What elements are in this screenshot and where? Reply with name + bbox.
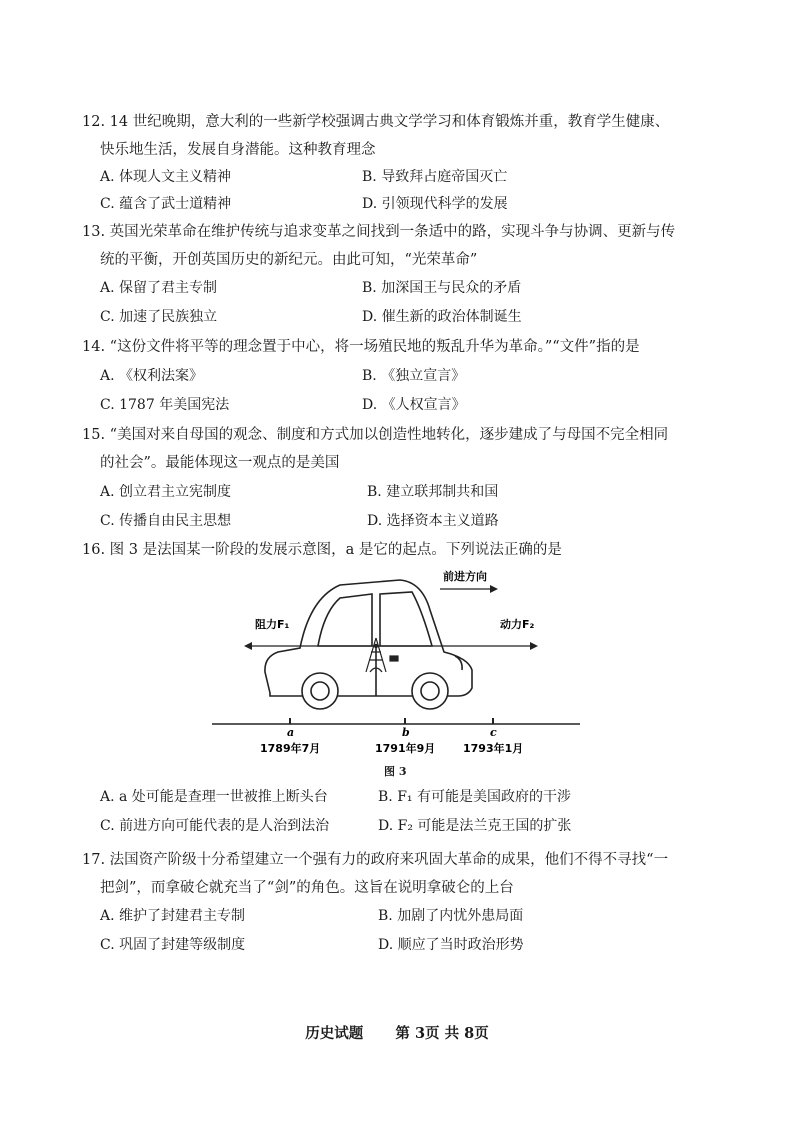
point-c-letter: c bbox=[490, 726, 497, 739]
q15-stem-line2: 的社会”。最能体现这一观点的是美国 bbox=[100, 455, 340, 471]
q13-option-d: D. 催生新的政治体制诞生 bbox=[362, 309, 522, 325]
page-footer bbox=[0, 1022, 794, 1043]
q17-option-a: A. 维护了封建君主专制 bbox=[100, 908, 246, 924]
q12-stem-line2: 快乐地生活，发展自身潜能。这种教育理念 bbox=[100, 142, 376, 158]
q14-option-b: B. 《独立宣言》 bbox=[362, 368, 466, 384]
figure-3-caption: 图 3 bbox=[384, 765, 407, 778]
q12-option-c: C. 蕴含了武士道精神 bbox=[100, 196, 232, 212]
q16-stem-line1: 16. 图 3 是法国某一阶段的发展示意图，a 是它的起点。下列说法正确的是 bbox=[82, 542, 562, 558]
q14-option-a: A. 《权利法案》 bbox=[100, 368, 204, 384]
point-b-date: 1791年9月 bbox=[375, 742, 436, 755]
q15-option-d: D. 选择资本主义道路 bbox=[367, 513, 499, 529]
car-wheel-rear bbox=[412, 673, 448, 709]
q14-option-d: D. 《人权宣言》 bbox=[362, 397, 466, 413]
car-window-front bbox=[318, 594, 372, 646]
point-a-letter: a bbox=[287, 726, 295, 739]
footer-page-number: 第 3页 共 8页 bbox=[395, 1025, 489, 1042]
q15-stem-line1: 15. “美国对来自母国的观念、制度和方式加以创造性地转化，逐步建成了与母国不完全相同 bbox=[82, 427, 669, 443]
car-window-rear bbox=[380, 592, 432, 646]
q12-option-b: B. 导致拜占庭帝国灭亡 bbox=[362, 169, 508, 185]
car bbox=[265, 580, 472, 709]
q16-option-c: C. 前进方向可能代表的是人治到法治 bbox=[100, 818, 330, 834]
q17-stem-line2: 把剑”，而拿破仑就充当了“剑”的角色。这旨在说明拿破仑的上台 bbox=[100, 880, 514, 896]
q14-option-c: C. 1787 年美国宪法 bbox=[100, 397, 230, 413]
q12-option-d: D. 引领现代科学的发展 bbox=[362, 196, 508, 212]
q15-option-b: B. 建立联邦制共和国 bbox=[367, 484, 499, 500]
force-center-dot bbox=[374, 644, 378, 648]
point-b-letter: b bbox=[402, 726, 410, 739]
q13-option-b: B. 加深国王与民众的矛盾 bbox=[362, 280, 522, 296]
q12-option-a: A. 体现人文主义精神 bbox=[100, 169, 232, 185]
footer-subject: 历史试题 bbox=[305, 1025, 364, 1042]
q13-option-c: C. 加速了民族独立 bbox=[100, 309, 218, 325]
eiffel-tower-icon bbox=[366, 638, 398, 672]
car-wheel-front bbox=[302, 673, 338, 709]
q14-stem-line1: 14. “这份文件将平等的理念置于中心，将一场殖民地的叛乱升华为革命。”“文件”指的是 bbox=[82, 339, 640, 355]
q12-stem-line1: 12. 14 世纪晚期，意大利的一些新学校强调古典文学学习和体育锻炼并重，教育学生健康、 bbox=[82, 114, 670, 130]
figure-3-car-diagram bbox=[200, 560, 600, 760]
power-force-label: 动力F₂ bbox=[500, 618, 535, 631]
q17-stem-line1: 17. 法国资产阶级十分希望建立一个强有力的政府来巩固大革命的成果，他们不得不寻找“一 bbox=[82, 852, 669, 868]
resist-arrow-head bbox=[244, 642, 252, 650]
q15-option-c: C. 传播自由民主思想 bbox=[100, 513, 232, 529]
point-a-date: 1789年7月 bbox=[260, 742, 321, 755]
q16-option-b: B. F₁ 有可能是美国政府的干涉 bbox=[378, 789, 571, 805]
q15-option-a: A. 创立君主立宪制度 bbox=[100, 484, 232, 500]
q17-option-d: D. 顺应了当时政治形势 bbox=[378, 937, 524, 953]
q16-option-a: A. a 处可能是查理一世被推上断头台 bbox=[100, 789, 328, 805]
q13-stem-line1: 13. 英国光荣革命在维护传统与追求变革之间找到一条适中的路，实现斗争与协调、更新与传 bbox=[82, 224, 676, 240]
direction-label: 前进方向 bbox=[443, 570, 487, 583]
q13-option-a: A. 保留了君主专制 bbox=[100, 280, 218, 296]
q17-option-c: C. 巩固了封建等级制度 bbox=[100, 937, 246, 953]
point-c-date: 1793年1月 bbox=[463, 742, 524, 755]
q16-option-d: D. F₂ 可能是法兰克王国的扩张 bbox=[378, 818, 572, 834]
q17-option-b: B. 加剧了内忧外患局面 bbox=[378, 908, 524, 924]
q13-stem-line2: 统的平衡，开创英国历史的新纪元。由此可知，“光荣革命” bbox=[100, 252, 478, 268]
resist-force-label: 阻力F₁ bbox=[255, 618, 290, 631]
direction-arrow-head bbox=[490, 585, 498, 593]
power-arrow-head bbox=[530, 642, 538, 650]
